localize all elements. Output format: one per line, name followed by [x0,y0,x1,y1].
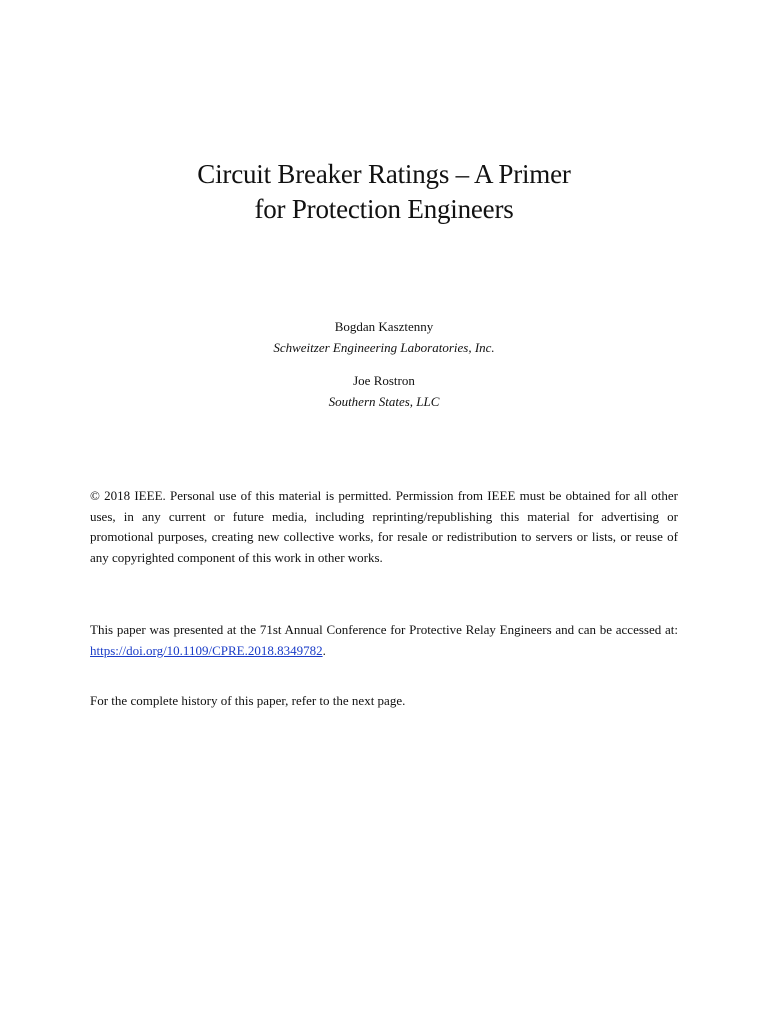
title-line-1: Circuit Breaker Ratings – A Primer [197,159,571,189]
presentation-period: . [322,642,326,658]
presentation-text: This paper was presented at the 71st Annual Conference for Protective Relay Engineers and can be accessed at: [90,622,678,637]
author-list [0,316,768,412]
copyright-notice: © 2018 IEEE. Personal use of this material is permitted. Permission from IEEE must be obtained for all other uses, in any current or future media, including reprinting/republishing this material for advertising or promotional purposes, creating new collective works, for resale or redistribution to servers or lists, or reuse of any copyrighted component of this work in other works. [90,488,678,566]
author-name-2: Joe Rostron [353,373,415,388]
history-note: For the complete history of this paper, refer to the next page. [90,693,406,708]
author-affiliation-1: Schweitzer Engineering Laboratories, Inc. [273,340,495,355]
author-affiliation-2: Southern States, LLC [328,394,440,409]
author-spacer [0,358,768,370]
doi-link[interactable]: https://doi.org/10.1109/CPRE.2018.8349782 [90,642,323,658]
paper-title [0,157,768,227]
title-line-2: for Protection Engineers [254,194,514,224]
presentation-note [90,620,678,661]
author-name-1: Bogdan Kasztenny [334,319,434,334]
